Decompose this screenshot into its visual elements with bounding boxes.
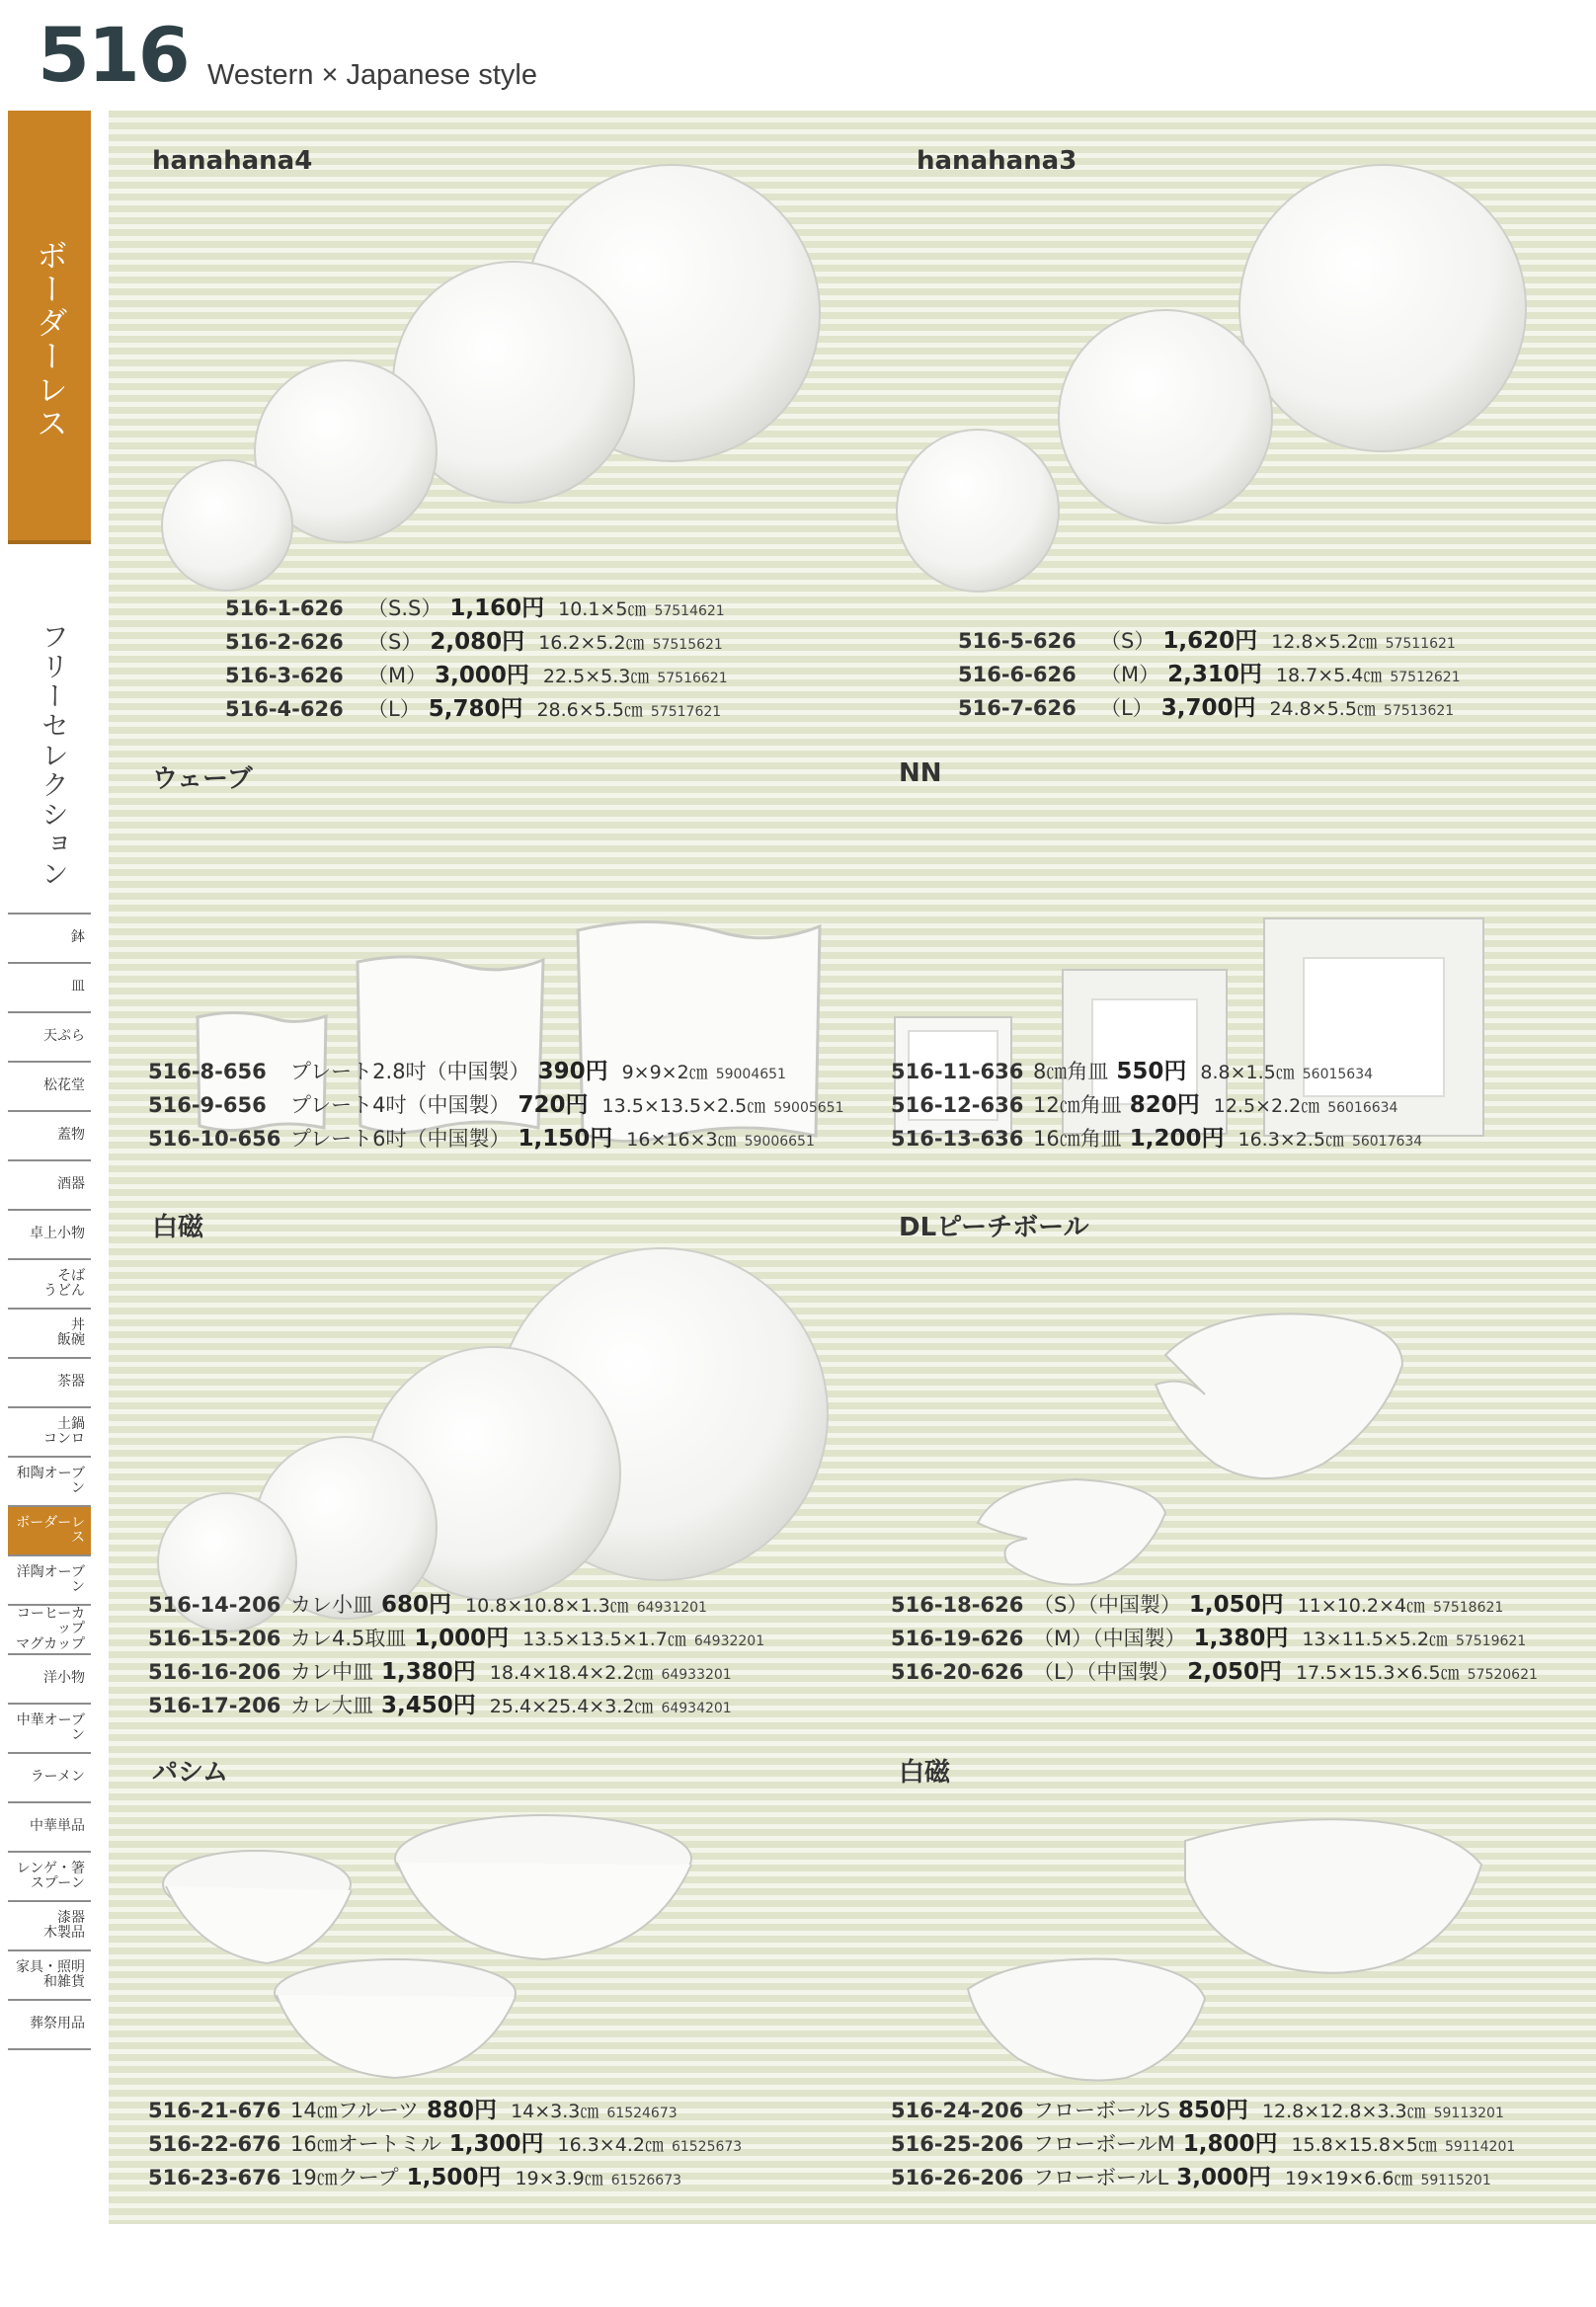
product-list-pasimu bbox=[148, 2092, 742, 2192]
product-price: 680円 bbox=[381, 1592, 452, 1618]
product-code: 516-22-676 bbox=[148, 2132, 281, 2156]
product-jan-code: 61526673 bbox=[610, 2173, 682, 2188]
sidebar-category-item[interactable]: 洋陶オーブン bbox=[8, 1554, 91, 1604]
product-row bbox=[148, 1120, 843, 1154]
product-dimensions: 8.8×1.5㎝ bbox=[1200, 1062, 1295, 1083]
product-row bbox=[891, 1120, 1422, 1154]
product-name: （S） bbox=[1100, 629, 1156, 653]
product-jan-code: 59115201 bbox=[1420, 2173, 1491, 2188]
product-code: 516-13-636 bbox=[891, 1127, 1024, 1151]
product-name: フローボールS bbox=[1033, 2099, 1170, 2122]
product-row bbox=[225, 690, 728, 724]
product-code: 516-3-626 bbox=[225, 664, 344, 687]
product-price: 2,050円 bbox=[1187, 1659, 1282, 1685]
product-code: 516-19-626 bbox=[891, 1627, 1024, 1650]
sidebar-category-item[interactable]: 漆器 木製品 bbox=[8, 1900, 91, 1949]
product-jan-code: 59004651 bbox=[715, 1067, 786, 1082]
product-dimensions: 22.5×5.3㎝ bbox=[542, 666, 650, 687]
product-price: 3,000円 bbox=[1176, 2165, 1272, 2190]
product-list-hanahana3 bbox=[958, 622, 1461, 723]
product-price: 1,150円 bbox=[518, 1126, 613, 1152]
current-category-label: ボーダーレス bbox=[32, 239, 69, 440]
product-dimensions: 9×9×2㎝ bbox=[621, 1062, 708, 1083]
product-jan-code: 59114201 bbox=[1445, 2139, 1516, 2155]
sidebar-category-item[interactable]: 茶器 bbox=[8, 1357, 91, 1406]
product-price: 1,300円 bbox=[448, 2131, 544, 2157]
product-row bbox=[225, 657, 728, 690]
product-dimensions: 28.6×5.5㎝ bbox=[536, 699, 643, 721]
product-row bbox=[148, 2092, 742, 2125]
product-price: 720円 bbox=[518, 1092, 589, 1118]
product-row bbox=[891, 2125, 1515, 2159]
product-row bbox=[148, 1687, 764, 1720]
product-name: カレ中皿 bbox=[290, 1660, 373, 1684]
section-title-hakuji-plates: 白磁 bbox=[152, 1213, 204, 1242]
product-jan-code: 56015634 bbox=[1302, 1067, 1374, 1082]
product-row bbox=[891, 1586, 1538, 1620]
product-jan-code: 61524673 bbox=[606, 2106, 678, 2121]
product-name: （M） bbox=[1100, 663, 1160, 686]
product-code: 516-1-626 bbox=[225, 597, 344, 620]
sidebar-category-item[interactable]: そば うどん bbox=[8, 1258, 91, 1308]
product-price: 390円 bbox=[537, 1059, 608, 1084]
product-dimensions: 16.3×4.2㎝ bbox=[557, 2134, 664, 2156]
product-name: フローボールL bbox=[1033, 2166, 1169, 2189]
product-row bbox=[891, 2159, 1515, 2192]
product-dimensions: 17.5×15.3×6.5㎝ bbox=[1295, 1662, 1460, 1684]
product-jan-code: 64934201 bbox=[661, 1701, 732, 1716]
product-code: 516-24-206 bbox=[891, 2099, 1024, 2122]
product-dimensions: 24.8×5.5㎝ bbox=[1269, 698, 1376, 720]
product-name: カレ4.5取皿 bbox=[290, 1627, 407, 1650]
product-price: 880円 bbox=[427, 2098, 498, 2123]
product-row bbox=[891, 1086, 1422, 1120]
sidebar-category-item[interactable]: 土鍋 コンロ bbox=[8, 1406, 91, 1456]
product-row bbox=[225, 590, 728, 623]
product-code: 516-8-656 bbox=[148, 1060, 267, 1083]
sidebar-category-item[interactable]: レンゲ・箸 スプーン bbox=[8, 1851, 91, 1900]
product-code: 516-23-676 bbox=[148, 2166, 281, 2189]
product-dimensions: 14×3.3㎝ bbox=[511, 2101, 599, 2122]
sidebar-category-item[interactable]: 鉢 bbox=[8, 913, 91, 962]
sidebar-category-item[interactable]: 皿 bbox=[8, 962, 91, 1011]
product-row bbox=[958, 689, 1461, 723]
product-name: プレート4吋（中国製） bbox=[290, 1093, 511, 1117]
product-price: 1,200円 bbox=[1129, 1126, 1225, 1152]
product-list-hakuji-flow-bowl bbox=[891, 2092, 1515, 2192]
product-dimensions: 25.4×25.4×3.2㎝ bbox=[489, 1696, 654, 1717]
product-row bbox=[148, 2159, 742, 2192]
product-list-hanahana4 bbox=[225, 590, 728, 724]
sidebar-category-item[interactable]: 丼 飯碗 bbox=[8, 1308, 91, 1357]
product-row bbox=[148, 1586, 764, 1620]
product-name: （S） bbox=[367, 630, 423, 654]
product-code: 516-17-206 bbox=[148, 1694, 281, 1717]
section-title-hanahana3: hanahana3 bbox=[917, 146, 1077, 176]
sidebar-category-item[interactable]: ラーメン bbox=[8, 1752, 91, 1801]
product-jan-code: 57514621 bbox=[654, 603, 725, 619]
product-price: 3,700円 bbox=[1160, 695, 1256, 721]
product-price: 5,780円 bbox=[428, 696, 523, 722]
product-name: （S.S） bbox=[367, 597, 442, 620]
product-jan-code: 57513621 bbox=[1383, 703, 1455, 719]
product-price: 1,800円 bbox=[1182, 2131, 1278, 2157]
current-category-tab[interactable] bbox=[8, 111, 91, 544]
product-code: 516-7-626 bbox=[958, 696, 1077, 720]
sidebar-category-item[interactable]: コーヒーカップ マグカップ bbox=[8, 1604, 91, 1653]
section-title-dl-peach-bowl: DLピーチボール bbox=[899, 1213, 1089, 1242]
product-name: カレ小皿 bbox=[290, 1593, 373, 1617]
product-row bbox=[148, 2125, 742, 2159]
product-jan-code: 59005651 bbox=[773, 1100, 844, 1116]
product-code: 516-6-626 bbox=[958, 663, 1077, 686]
product-jan-code: 61525673 bbox=[671, 2139, 743, 2155]
product-row bbox=[148, 1053, 843, 1086]
product-jan-code: 57517621 bbox=[650, 704, 722, 720]
product-price: 2,310円 bbox=[1167, 662, 1262, 687]
product-row bbox=[891, 1053, 1422, 1086]
product-name: （L）（中国製） bbox=[1033, 1660, 1180, 1684]
product-dimensions: 13.5×13.5×2.5㎝ bbox=[601, 1095, 766, 1117]
product-price: 820円 bbox=[1129, 1092, 1200, 1118]
product-dimensions: 19×19×6.6㎝ bbox=[1285, 2168, 1413, 2189]
product-code: 516-12-636 bbox=[891, 1093, 1024, 1117]
section-title-hanahana4: hanahana4 bbox=[152, 146, 313, 176]
product-code: 516-4-626 bbox=[225, 697, 344, 721]
product-name: （S）（中国製） bbox=[1033, 1593, 1181, 1617]
product-price: 1,620円 bbox=[1162, 628, 1258, 654]
sidebar-category-item[interactable]: 酒器 bbox=[8, 1159, 91, 1209]
product-jan-code: 64932201 bbox=[693, 1633, 765, 1649]
product-name: （L） bbox=[1100, 696, 1154, 720]
product-list-wave bbox=[148, 1053, 843, 1154]
free-selection-label: フリーセレクション bbox=[38, 622, 70, 889]
product-name: プレート6吋（中国製） bbox=[290, 1127, 511, 1151]
sidebar-list-end-divider bbox=[8, 2048, 91, 2050]
product-name: 16㎝角皿 bbox=[1033, 1127, 1122, 1151]
product-row bbox=[958, 656, 1461, 689]
product-code: 516-26-206 bbox=[891, 2166, 1024, 2189]
product-code: 516-20-626 bbox=[891, 1660, 1024, 1684]
product-price: 3,000円 bbox=[435, 663, 529, 688]
category-sidebar bbox=[8, 111, 91, 2115]
product-image-hanahana4 bbox=[119, 140, 869, 634]
product-name: カレ大皿 bbox=[290, 1694, 373, 1717]
product-dimensions: 15.8×15.8×5㎝ bbox=[1291, 2134, 1438, 2156]
product-name: プレート2.8吋（中国製） bbox=[290, 1060, 530, 1083]
sidebar-category-item[interactable]: 和陶オーブン bbox=[8, 1456, 91, 1505]
section-title-nn: NN bbox=[899, 758, 942, 788]
product-code: 516-15-206 bbox=[148, 1627, 281, 1650]
product-list-nn bbox=[891, 1053, 1422, 1154]
product-image-hakuji-flow-bowl bbox=[958, 1801, 1570, 2117]
product-dimensions: 18.7×5.4㎝ bbox=[1275, 665, 1383, 686]
product-row bbox=[148, 1653, 764, 1687]
sidebar-category-item[interactable]: 家具・照明 和雑貨 bbox=[8, 1949, 91, 1999]
product-jan-code: 64933201 bbox=[661, 1667, 732, 1683]
product-name: （M）（中国製） bbox=[1033, 1627, 1186, 1650]
product-price: 1,160円 bbox=[449, 596, 545, 621]
product-jan-code: 59113201 bbox=[1433, 2106, 1504, 2121]
sidebar-category-item[interactable]: 中華単品 bbox=[8, 1801, 91, 1851]
product-dimensions: 11×10.2×4㎝ bbox=[1297, 1595, 1426, 1617]
product-row bbox=[891, 1620, 1538, 1653]
product-price: 1,050円 bbox=[1188, 1592, 1284, 1618]
product-dimensions: 10.1×5㎝ bbox=[558, 598, 647, 620]
product-jan-code: 57520621 bbox=[1467, 1667, 1538, 1683]
product-list-hakuji-plates bbox=[148, 1586, 764, 1720]
product-row bbox=[148, 1620, 764, 1653]
product-row bbox=[148, 1086, 843, 1120]
product-price: 850円 bbox=[1177, 2098, 1248, 2123]
product-price: 1,380円 bbox=[1193, 1626, 1289, 1651]
section-title-wave: ウェーブ bbox=[152, 764, 253, 794]
product-dimensions: 16.3×2.5㎝ bbox=[1237, 1129, 1344, 1151]
product-code: 516-21-676 bbox=[148, 2099, 281, 2122]
sidebar-category-item[interactable]: 中華オーブン bbox=[8, 1703, 91, 1752]
product-jan-code: 57516621 bbox=[657, 671, 728, 686]
sidebar-category-item[interactable]: 葬祭用品 bbox=[8, 1999, 91, 2048]
product-code: 516-18-626 bbox=[891, 1593, 1024, 1617]
product-price: 3,450円 bbox=[381, 1693, 476, 1718]
product-jan-code: 57519621 bbox=[1455, 1633, 1527, 1649]
product-name: 8㎝角皿 bbox=[1033, 1060, 1109, 1083]
product-dimensions: 19×3.9㎝ bbox=[515, 2168, 603, 2189]
product-name: （L） bbox=[367, 697, 421, 721]
product-dimensions: 13.5×13.5×1.7㎝ bbox=[522, 1629, 686, 1650]
product-jan-code: 64931201 bbox=[636, 1600, 707, 1616]
product-dimensions: 16×16×3㎝ bbox=[626, 1129, 737, 1151]
page-number: 516 bbox=[38, 11, 189, 99]
product-image-dl-peach-bowl bbox=[968, 1286, 1521, 1612]
product-dimensions: 13×11.5×5.2㎝ bbox=[1302, 1629, 1448, 1650]
page-subtitle: Western × Japanese style bbox=[207, 59, 537, 91]
product-code: 516-25-206 bbox=[891, 2132, 1024, 2156]
category-index-list bbox=[8, 913, 91, 2050]
product-catalog-area bbox=[109, 111, 1596, 2224]
product-dimensions: 12.8×5.2㎝ bbox=[1271, 631, 1378, 653]
product-jan-code: 56016634 bbox=[1327, 1100, 1398, 1116]
product-jan-code: 57511621 bbox=[1385, 636, 1456, 652]
product-code: 516-5-626 bbox=[958, 629, 1077, 653]
product-row bbox=[225, 623, 728, 657]
product-name: 19㎝クープ bbox=[290, 2166, 399, 2189]
section-title-pasimu: パシム bbox=[152, 1758, 228, 1788]
product-code: 516-10-656 bbox=[148, 1127, 281, 1151]
sidebar-category-item[interactable]: 松花堂 bbox=[8, 1061, 91, 1110]
product-code: 516-14-206 bbox=[148, 1593, 281, 1617]
product-dimensions: 10.8×10.8×1.3㎝ bbox=[465, 1595, 629, 1617]
section-title-hakuji-flow-bowl: 白磁 bbox=[899, 1758, 951, 1788]
product-price: 2,080円 bbox=[430, 629, 525, 655]
product-jan-code: 57512621 bbox=[1390, 670, 1461, 685]
sidebar-category-item[interactable]: 卓上小物 bbox=[8, 1209, 91, 1258]
product-price: 1,000円 bbox=[414, 1626, 510, 1651]
product-jan-code: 57518621 bbox=[1433, 1600, 1504, 1616]
product-list-dl-peach-bowl bbox=[891, 1586, 1538, 1687]
product-row bbox=[891, 1653, 1538, 1687]
product-price: 1,500円 bbox=[406, 2165, 502, 2190]
sidebar-category-item[interactable]: 蓋物 bbox=[8, 1110, 91, 1159]
product-name: 14㎝フルーツ bbox=[290, 2099, 420, 2122]
product-name: （M） bbox=[367, 664, 428, 687]
product-jan-code: 59006651 bbox=[744, 1134, 815, 1150]
product-name: 16㎝オートミル bbox=[290, 2132, 441, 2156]
product-row bbox=[958, 622, 1461, 656]
product-code: 516-11-636 bbox=[891, 1060, 1024, 1083]
product-name: フローボールM bbox=[1033, 2132, 1175, 2156]
product-jan-code: 57515621 bbox=[652, 637, 723, 653]
product-dimensions: 12.8×12.8×3.3㎝ bbox=[1261, 2101, 1426, 2122]
sidebar-category-item[interactable]: 天ぷら bbox=[8, 1011, 91, 1061]
product-code: 516-16-206 bbox=[148, 1660, 281, 1684]
sidebar-category-item[interactable]: ボーダーレス bbox=[8, 1505, 91, 1554]
product-dimensions: 18.4×18.4×2.2㎝ bbox=[489, 1662, 654, 1684]
product-dimensions: 12.5×2.2㎝ bbox=[1213, 1095, 1320, 1117]
product-dimensions: 16.2×5.2㎝ bbox=[538, 632, 645, 654]
sidebar-category-item[interactable]: 洋小物 bbox=[8, 1653, 91, 1703]
product-code: 516-9-656 bbox=[148, 1093, 267, 1117]
product-image-pasimu bbox=[158, 1805, 869, 2121]
product-price: 1,380円 bbox=[381, 1659, 476, 1685]
product-jan-code: 56017634 bbox=[1351, 1134, 1423, 1150]
product-row bbox=[891, 2092, 1515, 2125]
product-price: 550円 bbox=[1116, 1059, 1187, 1084]
product-name: 12㎝角皿 bbox=[1033, 1093, 1122, 1117]
product-code: 516-2-626 bbox=[225, 630, 344, 654]
product-image-hanahana3 bbox=[869, 140, 1580, 634]
